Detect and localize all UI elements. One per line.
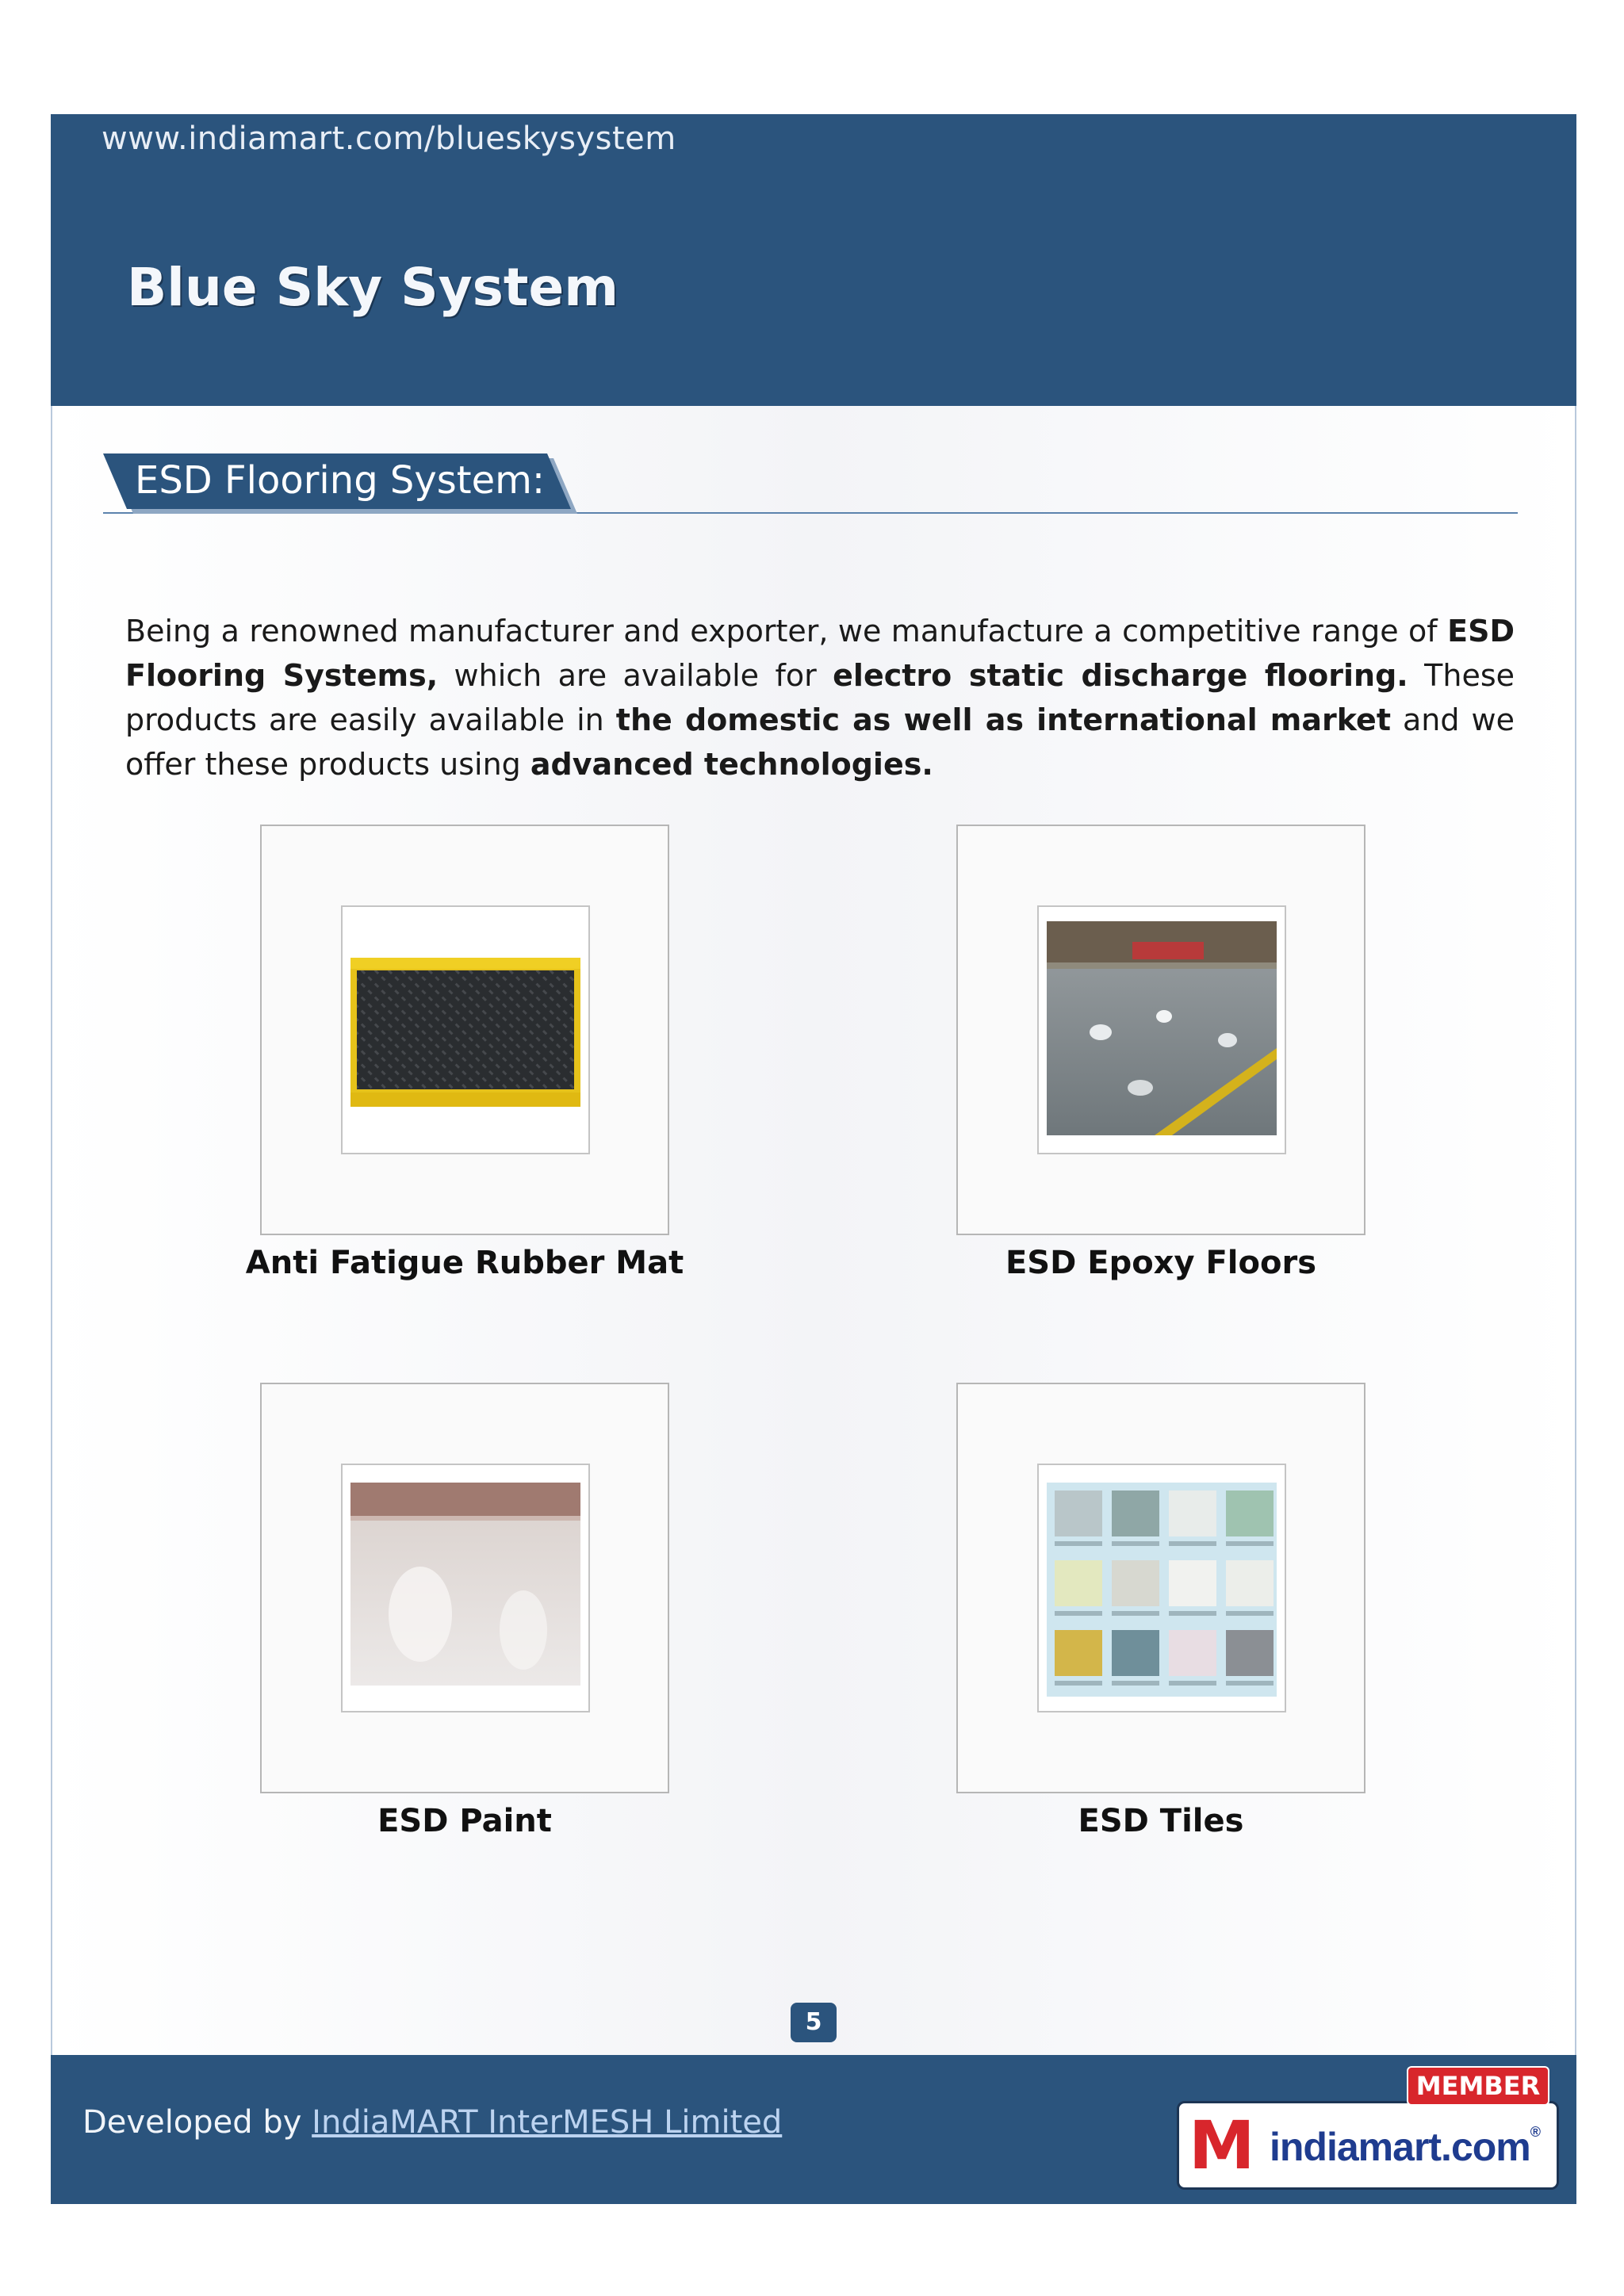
product-image-rubber-mat[interactable] — [341, 905, 590, 1154]
intro-text-4: and we offer these products using — [125, 702, 1515, 782]
product-name-esd-tiles[interactable]: ESD Tiles — [1078, 1803, 1244, 1839]
page-header — [51, 114, 1576, 406]
member-label: MEMBER — [1407, 2066, 1549, 2106]
intro-text-1: Being a renowned manufacturer and exporter, we manufacture a competitive range of — [125, 614, 1448, 649]
product-card-rubber-mat[interactable] — [260, 825, 669, 1235]
product-image-esd-paint[interactable] — [341, 1464, 590, 1712]
product-image-epoxy-floors[interactable] — [1037, 905, 1286, 1154]
site-url[interactable]: www.indiamart.com/blueskysystem — [102, 121, 676, 157]
brand-name: indiamart.com — [1270, 2125, 1530, 2169]
esd-paint-image — [349, 1471, 582, 1705]
product-name-rubber-mat[interactable]: Anti Fatigue Rubber Mat — [245, 1245, 684, 1281]
developer-link[interactable]: IndiaMART InterMESH Limited — [312, 2104, 783, 2141]
product-image-esd-tiles[interactable] — [1037, 1464, 1286, 1712]
intro-bold-3: the domestic as well as international market — [615, 702, 1391, 737]
developer-credit — [82, 2104, 782, 2141]
esd-tiles-image — [1045, 1471, 1278, 1705]
intro-text-3: These products are easily available in — [125, 658, 1515, 737]
intro-bold-1: ESD Flooring Systems, — [125, 614, 1515, 693]
product-card-epoxy-floors[interactable] — [956, 825, 1365, 1235]
intro-paragraph — [125, 609, 1515, 786]
rubber-mat-image — [349, 913, 582, 1146]
intro-bold-2: electro static discharge flooring. — [833, 658, 1408, 693]
product-name-esd-paint[interactable]: ESD Paint — [377, 1803, 552, 1839]
developed-by-label: Developed by — [82, 2104, 312, 2141]
product-card-esd-tiles[interactable] — [956, 1383, 1365, 1793]
page-footer — [51, 2055, 1576, 2204]
registered-mark: ® — [1530, 2124, 1541, 2140]
indiamart-member-badge[interactable] — [1177, 2066, 1557, 2196]
indiamart-logo-icon: M — [1189, 2107, 1255, 2184]
section-heading — [103, 453, 1518, 517]
page-number: 5 — [791, 2003, 837, 2042]
intro-text-2: which are available for — [438, 658, 833, 693]
epoxy-floor-image — [1045, 913, 1278, 1146]
intro-bold-4: advanced technologies. — [530, 747, 933, 782]
section-title: ESD Flooring System: — [135, 458, 546, 503]
product-name-epoxy-floors[interactable]: ESD Epoxy Floors — [1005, 1245, 1317, 1281]
company-name: Blue Sky System — [127, 257, 619, 318]
brand-text — [1270, 2124, 1540, 2170]
badge-logo-box — [1177, 2101, 1559, 2190]
product-card-esd-paint[interactable] — [260, 1383, 669, 1793]
